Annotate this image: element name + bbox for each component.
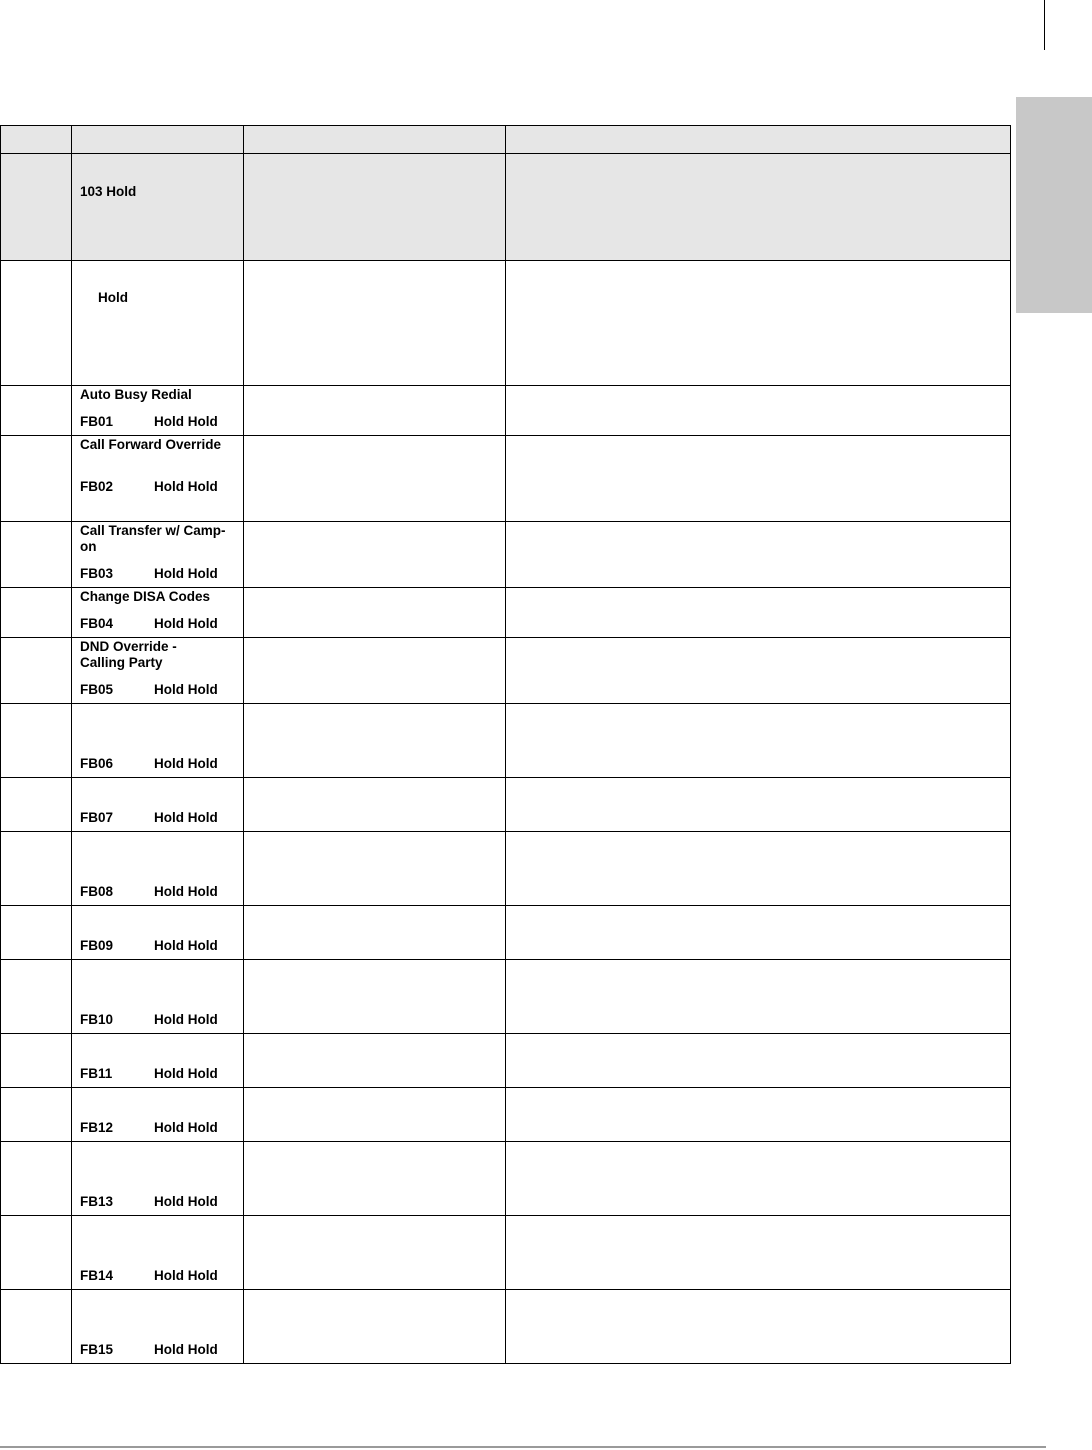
row-number-cell (1, 522, 72, 588)
table-row (1, 386, 1011, 436)
description-cell (244, 588, 506, 638)
feature-code (80, 756, 218, 772)
row-number-cell (1, 386, 72, 436)
description-cell (244, 154, 506, 261)
hold-label: Hold Hold (154, 810, 218, 825)
table-row (1, 436, 1011, 522)
description-cell (244, 1088, 506, 1142)
notes-cell (506, 778, 1011, 832)
hold-label: Hold Hold (154, 1120, 218, 1135)
feature-label: Hold (98, 290, 128, 305)
row-number-cell (1, 832, 72, 906)
table-row (1, 588, 1011, 638)
hold-label: Hold Hold (154, 938, 218, 953)
feature-cell (72, 1088, 244, 1142)
hold-label: Hold Hold (154, 414, 218, 429)
hold-label: Hold Hold (154, 1194, 218, 1209)
hold-label: Hold Hold (154, 1012, 218, 1027)
table-row (1, 960, 1011, 1034)
row-number-cell (1, 1142, 72, 1216)
table-header-row (1, 126, 1011, 154)
feature-code (80, 938, 218, 954)
row-number-cell (1, 1034, 72, 1088)
section-side-tab (1016, 97, 1092, 313)
feature-cell (72, 704, 244, 778)
code-value: FB10 (80, 1012, 114, 1027)
notes-cell (506, 960, 1011, 1034)
header-cell-4 (506, 126, 1011, 154)
feature-cell (72, 436, 244, 522)
code-value: FB04 (80, 616, 114, 631)
feature-cell (72, 778, 244, 832)
top-margin-rule (1044, 0, 1045, 50)
header-cell-3 (244, 126, 506, 154)
feature-code (80, 414, 218, 430)
feature-label: 103 Hold (80, 184, 137, 199)
feature-code (80, 1012, 218, 1028)
feature-cell (72, 522, 244, 588)
feature-label: Call Forward Override (80, 437, 222, 452)
notes-cell (506, 588, 1011, 638)
feature-code (80, 810, 218, 826)
table-row (1, 906, 1011, 960)
row-number-cell (1, 1216, 72, 1290)
notes-cell (506, 1034, 1011, 1088)
feature-code (80, 884, 218, 900)
table-row (1, 522, 1011, 588)
table-row (1, 778, 1011, 832)
feature-table (0, 125, 1011, 1364)
notes-cell (506, 1142, 1011, 1216)
hold-label: Hold Hold (154, 682, 218, 697)
code-value: FB03 (80, 566, 114, 581)
row-number-cell (1, 960, 72, 1034)
description-cell (244, 638, 506, 704)
row-number-cell (1, 778, 72, 832)
description-cell (244, 906, 506, 960)
feature-code (80, 479, 218, 495)
table-row (1, 154, 1011, 261)
feature-cell (72, 261, 244, 386)
description-cell (244, 704, 506, 778)
table-row (1, 1290, 1011, 1364)
description-cell (244, 436, 506, 522)
row-number-cell (1, 1290, 72, 1364)
feature-code (80, 682, 218, 698)
header-cell-1 (1, 126, 72, 154)
hold-label: Hold Hold (154, 756, 218, 771)
feature-cell (72, 386, 244, 436)
feature-label: Call Transfer w/ Camp-on (80, 523, 226, 554)
row-number-cell (1, 154, 72, 261)
feature-code (80, 1066, 218, 1082)
feature-cell (72, 1142, 244, 1216)
table-row (1, 832, 1011, 906)
code-value: FB02 (80, 479, 114, 494)
code-value: FB15 (80, 1342, 114, 1357)
code-value: FB13 (80, 1194, 114, 1209)
description-cell (244, 1216, 506, 1290)
notes-cell (506, 386, 1011, 436)
code-value: FB07 (80, 810, 114, 825)
description-cell (244, 832, 506, 906)
table-row (1, 1216, 1011, 1290)
row-number-cell (1, 436, 72, 522)
feature-code (80, 1194, 218, 1210)
feature-label: Auto Busy Redial (80, 387, 192, 402)
notes-cell (506, 704, 1011, 778)
feature-cell (72, 1290, 244, 1364)
hold-label: Hold Hold (154, 1066, 218, 1081)
hold-label: Hold Hold (154, 479, 218, 494)
notes-cell (506, 1216, 1011, 1290)
code-value: FB08 (80, 884, 114, 899)
notes-cell (506, 154, 1011, 261)
code-value: FB06 (80, 756, 114, 771)
hold-label: Hold Hold (154, 1268, 218, 1283)
description-cell (244, 1142, 506, 1216)
table-row (1, 638, 1011, 704)
hold-label: Hold Hold (154, 566, 218, 581)
description-cell (244, 778, 506, 832)
feature-cell (72, 588, 244, 638)
hold-label: Hold Hold (154, 616, 218, 631)
table-row (1, 1034, 1011, 1088)
hold-label: Hold Hold (154, 1342, 218, 1357)
table-row (1, 704, 1011, 778)
feature-cell (72, 832, 244, 906)
notes-cell (506, 1290, 1011, 1364)
feature-code (80, 1268, 218, 1284)
feature-code (80, 1342, 218, 1358)
row-number-cell (1, 906, 72, 960)
code-value: FB01 (80, 414, 114, 429)
feature-cell (72, 960, 244, 1034)
row-number-cell (1, 1088, 72, 1142)
notes-cell (506, 261, 1011, 386)
notes-cell (506, 1088, 1011, 1142)
feature-cell (72, 638, 244, 704)
feature-cell (72, 1034, 244, 1088)
code-value: FB11 (80, 1066, 113, 1081)
code-value: FB09 (80, 938, 114, 953)
feature-cell (72, 1216, 244, 1290)
description-cell (244, 522, 506, 588)
row-number-cell (1, 638, 72, 704)
notes-cell (506, 638, 1011, 704)
notes-cell (506, 906, 1011, 960)
description-cell (244, 1034, 506, 1088)
header-cell-2 (72, 126, 244, 154)
code-value: FB05 (80, 682, 114, 697)
footer-rule (0, 1446, 1046, 1448)
feature-label: Change DISA Codes (80, 589, 211, 604)
table-row (1, 1088, 1011, 1142)
feature-cell (72, 906, 244, 960)
notes-cell (506, 522, 1011, 588)
feature-cell (72, 154, 244, 261)
row-number-cell (1, 261, 72, 386)
feature-label: DND Override - Calling Party (80, 639, 177, 670)
feature-code (80, 1120, 218, 1136)
code-value: FB14 (80, 1268, 114, 1283)
code-value: FB12 (80, 1120, 114, 1135)
description-cell (244, 386, 506, 436)
feature-code (80, 616, 218, 632)
notes-cell (506, 436, 1011, 522)
table-row (1, 261, 1011, 386)
table-row (1, 1142, 1011, 1216)
hold-label: Hold Hold (154, 884, 218, 899)
description-cell (244, 261, 506, 386)
notes-cell (506, 832, 1011, 906)
description-cell (244, 1290, 506, 1364)
feature-code (80, 566, 218, 582)
description-cell (244, 960, 506, 1034)
row-number-cell (1, 704, 72, 778)
row-number-cell (1, 588, 72, 638)
